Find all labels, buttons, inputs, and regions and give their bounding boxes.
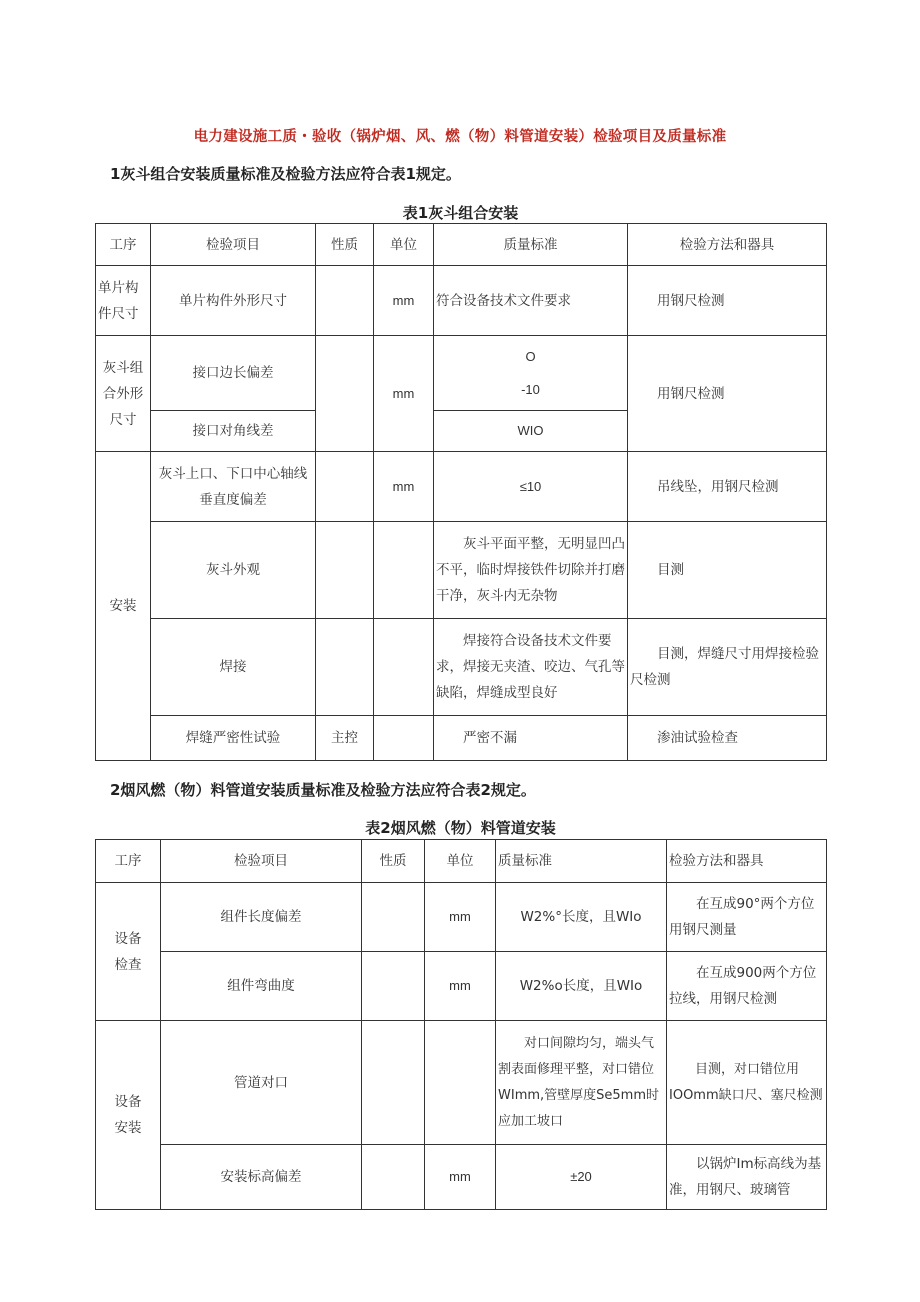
header-cell: 检验项目 <box>151 224 316 266</box>
standard-cell: 焊接符合设备技术文件要求，焊接无夹渣、咬边、气孔等缺陷，焊缝成型良好 <box>434 619 628 716</box>
item-cell: 接口对角线差 <box>151 411 316 452</box>
standard-cell: 对口间隙均匀，端头气割表面修理平整，对口错位WImm,管壁厚度Se5mm时应加工坡口 <box>496 1021 667 1145</box>
item-cell: 焊接 <box>151 619 316 716</box>
header-cell: 质量标准 <box>434 224 628 266</box>
item-cell: 管道对口 <box>161 1021 362 1145</box>
item-cell: 灰斗上口、下口中心轴线垂直度偏差 <box>151 452 316 522</box>
nature-cell <box>362 1145 425 1210</box>
standard-upper: O <box>525 349 536 364</box>
table-row <box>96 522 827 619</box>
item-cell: 接口边长偏差 <box>151 336 316 411</box>
item-cell: 灰斗外观 <box>151 522 316 619</box>
header-cell: 检验项目 <box>161 840 362 883</box>
nature-cell <box>316 522 374 619</box>
nature-cell <box>316 266 374 336</box>
item-cell: 单片构件外形尺寸 <box>151 266 316 336</box>
document-title: 电力建设施工质・验收（锅炉烟、风、燃（物）料管道安装）检验项目及质量标准 <box>193 129 727 145</box>
item-cell: 焊缝严密性试验 <box>151 716 316 761</box>
header-cell: 性质 <box>316 224 374 266</box>
method-cell: 在互成900两个方位拉线，用钢尺检测 <box>667 952 827 1021</box>
unit-cell: mm <box>425 952 496 1021</box>
item-cell: 组件长度偏差 <box>161 883 362 952</box>
method-cell: 渗油试验检查 <box>628 716 827 761</box>
header-cell: 质量标准 <box>496 840 667 883</box>
header-cell: 性质 <box>362 840 425 883</box>
unit-cell: mm <box>374 266 434 336</box>
process-cell: 设备安装 <box>96 1021 161 1210</box>
table-row <box>96 452 827 522</box>
process-cell: 灰斗组合外形尺寸 <box>96 336 151 452</box>
table-row <box>96 1021 827 1145</box>
method-cell: 以锅炉Im标高线为基准，用钢尺、玻璃管 <box>667 1145 827 1210</box>
section-2-heading: 2烟风燃（物）料管道安装质量标准及检验方法应符合表2规定。 <box>110 781 536 799</box>
standard-cell: W2%°长度，且WIo <box>496 883 667 952</box>
table-2-caption: 表2烟风燃（物）料管道安装 <box>365 819 556 837</box>
table-row <box>96 266 827 336</box>
method-cell: 在互成90°两个方位用钢尺测量 <box>667 883 827 952</box>
header-cell: 单位 <box>425 840 496 883</box>
unit-cell <box>374 716 434 761</box>
standard-cell: 灰斗平面平整，无明显凹凸不平，临时焊接铁件切除并打磨干净，灰斗内无杂物 <box>434 522 628 619</box>
unit-cell: mm <box>425 883 496 952</box>
section-1-heading: 1灰斗组合安装质量标准及检验方法应符合表1规定。 <box>110 165 461 183</box>
nature-cell <box>362 952 425 1021</box>
process-cell: 单片构件尺寸 <box>96 266 151 336</box>
unit-cell <box>374 619 434 716</box>
table-row <box>96 952 827 1021</box>
header-cell: 工序 <box>96 224 151 266</box>
header-cell: 检验方法和器具 <box>667 840 827 883</box>
table-row <box>96 336 827 411</box>
method-cell: 吊线坠，用钢尺检测 <box>628 452 827 522</box>
method-cell: 用钢尺检测 <box>628 266 827 336</box>
standard-cell <box>434 336 628 411</box>
table-row <box>96 619 827 716</box>
table-1 <box>95 223 827 761</box>
header-cell: 单位 <box>374 224 434 266</box>
table-row <box>96 716 827 761</box>
table-1-header-row <box>96 224 827 266</box>
nature-cell <box>316 452 374 522</box>
standard-lower: -10 <box>521 382 540 397</box>
standard-cell: 符合设备技术文件要求 <box>434 266 628 336</box>
unit-cell: mm <box>374 452 434 522</box>
unit-cell: mm <box>425 1145 496 1210</box>
standard-cell: W2%o长度，且WIo <box>496 952 667 1021</box>
nature-cell <box>362 883 425 952</box>
method-cell: 目测 <box>628 522 827 619</box>
nature-cell <box>316 336 374 452</box>
nature-cell: 主控 <box>316 716 374 761</box>
header-cell: 工序 <box>96 840 161 883</box>
table-2 <box>95 839 827 1210</box>
table-1-caption: 表1灰斗组合安装 <box>402 204 519 222</box>
item-cell: 组件弯曲度 <box>161 952 362 1021</box>
method-cell: 用钢尺检测 <box>628 336 827 452</box>
standard-cell: ±20 <box>496 1145 667 1210</box>
nature-cell <box>362 1021 425 1145</box>
method-cell: 目测，对口错位用IOOmm缺口尺、塞尺检测 <box>667 1021 827 1145</box>
table-row <box>96 1145 827 1210</box>
nature-cell <box>316 619 374 716</box>
header-cell: 检验方法和器具 <box>628 224 827 266</box>
table-2-header-row <box>96 840 827 883</box>
method-cell: 目测，焊缝尺寸用焊接检验尺检测 <box>628 619 827 716</box>
standard-cell: WIO <box>434 411 628 452</box>
standard-cell: ≤10 <box>434 452 628 522</box>
process-cell: 设备检查 <box>96 883 161 1021</box>
process-cell: 安装 <box>96 452 151 761</box>
standard-cell: 严密不漏 <box>434 716 628 761</box>
item-cell: 安装标高偏差 <box>161 1145 362 1210</box>
table-row <box>96 883 827 952</box>
unit-cell <box>374 522 434 619</box>
unit-cell <box>425 1021 496 1145</box>
unit-cell: mm <box>374 336 434 452</box>
